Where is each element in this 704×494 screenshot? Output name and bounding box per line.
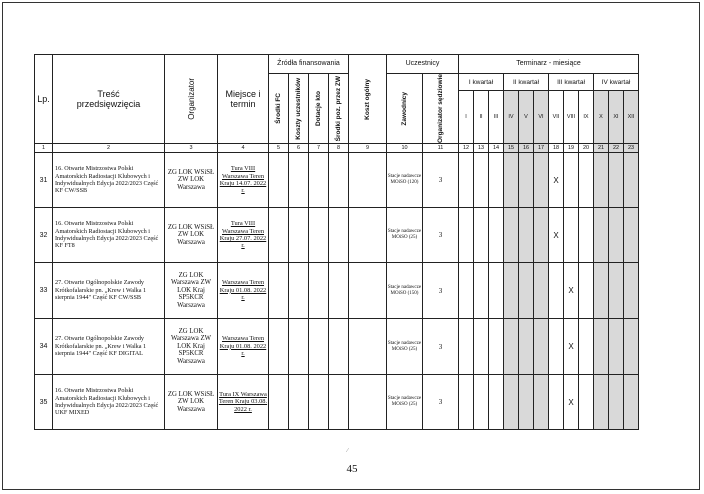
month-cell-xi [609, 319, 624, 375]
month-cell-iii [489, 208, 504, 263]
month-cell-iv [504, 375, 519, 430]
month-cell-v [519, 319, 534, 375]
month-cell-iii [489, 153, 504, 208]
funding-zw [329, 208, 349, 263]
place-and-date: Warszawa Teren Kraju 01.08. 2022 r. [218, 263, 269, 319]
month-cell-vi [534, 263, 549, 319]
month-cell-iv [504, 263, 519, 319]
header-organizator: Organizator [165, 55, 218, 144]
funding-fc [269, 375, 289, 430]
total-cost [349, 263, 387, 319]
month-cell-ix [579, 263, 594, 319]
header-lp: Lp. [35, 55, 53, 144]
month-mark: X [564, 263, 579, 319]
month-cell-ii [474, 319, 489, 375]
month-cell-vii [549, 375, 564, 430]
month-mark: X [549, 153, 564, 208]
table-row [35, 319, 639, 375]
header-month-i: I [459, 91, 474, 144]
funding-grants [309, 319, 329, 375]
month-cell-v [519, 263, 534, 319]
column-number: 14 [489, 144, 504, 153]
total-cost [349, 208, 387, 263]
month-cell-x [594, 208, 609, 263]
month-cell-vii [549, 263, 564, 319]
month-cell-iii [489, 319, 504, 375]
month-cell-i [459, 375, 474, 430]
header-month-iv: IV [504, 91, 519, 144]
table-row [35, 375, 639, 430]
header-month-iii: III [489, 91, 504, 144]
participants-competitors: Stacje nadawcze MOiSO (25) [387, 375, 423, 430]
month-cell-x [594, 319, 609, 375]
month-cell-i [459, 263, 474, 319]
funding-participants [289, 153, 309, 208]
column-number: 10 [387, 144, 423, 153]
participants-judges: 3 [423, 319, 459, 375]
column-number: 6 [289, 144, 309, 153]
header-srodki-poz: Środki poz. przez ZW [329, 74, 349, 144]
header-month-viii: VIII [564, 91, 579, 144]
funding-zw [329, 319, 349, 375]
organizer: ZG LOK Warszawa ZW LOK Kraj SP5KCR Warszawa [165, 319, 218, 375]
month-cell-ix [579, 153, 594, 208]
table-row [35, 153, 639, 208]
funding-participants [289, 375, 309, 430]
column-number: 7 [309, 144, 329, 153]
column-number: 16 [519, 144, 534, 153]
funding-zw [329, 263, 349, 319]
column-number: 1 [35, 144, 53, 153]
month-cell-xi [609, 375, 624, 430]
column-number: 2 [53, 144, 165, 153]
month-mark: X [564, 319, 579, 375]
funding-grants [309, 263, 329, 319]
place-and-date: Tura IX Warszawa Teren Kraju 03.08. 2022 r. [218, 375, 269, 430]
schedule-table [34, 54, 639, 430]
participants-judges: 3 [423, 263, 459, 319]
column-number: 17 [534, 144, 549, 153]
funding-fc [269, 319, 289, 375]
column-number: 4 [218, 144, 269, 153]
row-number: 35 [35, 375, 53, 430]
stray-mark: ⁄ [347, 448, 349, 454]
header-month-vii: VII [549, 91, 564, 144]
total-cost [349, 375, 387, 430]
header-quarter-2: II kwartał [504, 74, 549, 91]
month-cell-vi [534, 153, 549, 208]
participants-judges: 3 [423, 375, 459, 430]
month-cell-ii [474, 208, 489, 263]
table-row [35, 208, 639, 263]
organizer: ZG LOK WSiSŁ ZW LOK Warszawa [165, 208, 218, 263]
header-month-xi: XI [609, 91, 624, 144]
total-cost [349, 153, 387, 208]
header-tresc: Treść przedsięwzięcia [53, 55, 165, 144]
header-zrodla: Źródła finansowania [269, 55, 349, 74]
column-number: 8 [329, 144, 349, 153]
column-number: 21 [594, 144, 609, 153]
month-cell-ix [579, 208, 594, 263]
organizer: ZG LOK WSiSŁ ZW LOK Warszawa [165, 153, 218, 208]
month-cell-xi [609, 208, 624, 263]
place-and-date: Tura VIII Warszawa Teren Kraju 14.07. 2022 r. [218, 153, 269, 208]
month-cell-ii [474, 153, 489, 208]
header-month-ix: IX [579, 91, 594, 144]
header-koszty-uczestnikow: Koszty uczestników [289, 74, 309, 144]
month-cell-xii [624, 375, 639, 430]
organizer: ZG LOK WSiSŁ ZW LOK Warszawa [165, 375, 218, 430]
column-number: 18 [549, 144, 564, 153]
participants-competitors: Stacje nadawcze MOiSO (25) [387, 208, 423, 263]
month-cell-ii [474, 375, 489, 430]
month-cell-v [519, 208, 534, 263]
column-number: 12 [459, 144, 474, 153]
header-organizator-sedziowie: Organizator sędziowie [423, 74, 459, 144]
column-number: 3 [165, 144, 218, 153]
month-cell-x [594, 263, 609, 319]
funding-grants [309, 375, 329, 430]
column-number: 15 [504, 144, 519, 153]
funding-participants [289, 319, 309, 375]
header-koszt-ogolny: Koszt ogólny [349, 55, 387, 144]
month-cell-i [459, 208, 474, 263]
month-cell-ix [579, 375, 594, 430]
header-uczestnicy: Uczestnicy [387, 55, 459, 74]
month-cell-xii [624, 153, 639, 208]
funding-zw [329, 375, 349, 430]
funding-participants [289, 263, 309, 319]
month-cell-vi [534, 375, 549, 430]
funding-zw [329, 153, 349, 208]
place-and-date: Warszawa Teren Kraju 01.08. 2022 r. [218, 319, 269, 375]
row-number: 32 [35, 208, 53, 263]
column-number: 5 [269, 144, 289, 153]
month-cell-vii [549, 319, 564, 375]
column-number: 20 [579, 144, 594, 153]
participants-judges: 3 [423, 153, 459, 208]
month-cell-xii [624, 263, 639, 319]
column-number: 9 [349, 144, 387, 153]
funding-fc [269, 153, 289, 208]
participants-competitors: Stacje nadawcze MOiSO (150) [387, 263, 423, 319]
header-quarter-4: IV kwartał [594, 74, 639, 91]
header-month-vi: VI [534, 91, 549, 144]
header-miejsce: Miejsce i termin [218, 55, 269, 144]
month-mark: X [564, 375, 579, 430]
organizer: ZG LOK Warszawa ZW LOK Kraj SP5KCR Warszawa [165, 263, 218, 319]
event-description: 16. Otwarte Mistrzostwa Polski Amatorskich Radiostacji Klubowych i Indywidualnych Edycja 2022/2023 Część UKF MIXED [53, 375, 165, 430]
event-description: 16. Otwarte Mistrzostwa Polski Amatorskich Radiostacji Klubowych i Indywidualnych Edycja 2022/2023 Część KF CW/SSB [53, 153, 165, 208]
month-cell-xi [609, 263, 624, 319]
funding-fc [269, 263, 289, 319]
month-cell-xii [624, 208, 639, 263]
event-description: 27. Otwarte Ogólnopolskie Zawody Krótkofalarskie pn. „Krew i Walka 1 sierpnia 1944" Część KF DIGITAL [53, 319, 165, 375]
month-cell-x [594, 153, 609, 208]
funding-participants [289, 208, 309, 263]
funding-grants [309, 208, 329, 263]
column-number: 23 [624, 144, 639, 153]
place-and-date: Tura VIII Warszawa Teren Kraju 27.07. 2022 r. [218, 208, 269, 263]
month-mark: X [549, 208, 564, 263]
month-cell-v [519, 375, 534, 430]
month-cell-vi [534, 319, 549, 375]
month-cell-viii [564, 153, 579, 208]
month-cell-iv [504, 208, 519, 263]
participants-competitors: Stacje nadawcze MOiSO (25) [387, 319, 423, 375]
row-number: 33 [35, 263, 53, 319]
month-cell-v [519, 153, 534, 208]
header-quarter-3: III kwartał [549, 74, 594, 91]
header-month-v: V [519, 91, 534, 144]
participants-judges: 3 [423, 208, 459, 263]
row-number: 34 [35, 319, 53, 375]
header-dotacje: Dotacje kto [309, 74, 329, 144]
column-number: 13 [474, 144, 489, 153]
month-cell-xii [624, 319, 639, 375]
funding-grants [309, 153, 329, 208]
month-cell-i [459, 153, 474, 208]
funding-fc [269, 208, 289, 263]
event-description: 16. Otwarte Mistrzostwa Polski Amatorskich Radiostacji Klubowych i Indywidualnych Edycja 2022/2023 Część KF FT8 [53, 208, 165, 263]
column-number: 19 [564, 144, 579, 153]
header-quarter-1: I kwartał [459, 74, 504, 91]
header-month-ii: II [474, 91, 489, 144]
total-cost [349, 319, 387, 375]
month-cell-i [459, 319, 474, 375]
month-cell-x [594, 375, 609, 430]
month-cell-iii [489, 375, 504, 430]
row-number: 31 [35, 153, 53, 208]
month-cell-vi [534, 208, 549, 263]
header-srodki-fc: Środki FC [269, 74, 289, 144]
page-number: 45 [346, 463, 358, 475]
header-terminarz: Terminarz - miesiące [459, 55, 639, 74]
header-month-x: X [594, 91, 609, 144]
participants-competitors: Stacje nadawcze MOiSO (120) [387, 153, 423, 208]
month-cell-xi [609, 153, 624, 208]
event-description: 27. Otwarte Ogólnopolskie Zawody Krótkofalarskie pn. „Krew i Walka 1 sierpnia 1944" Część KF CW/SSB [53, 263, 165, 319]
column-number: 11 [423, 144, 459, 153]
month-cell-iii [489, 263, 504, 319]
month-cell-iv [504, 153, 519, 208]
month-cell-iv [504, 319, 519, 375]
month-cell-viii [564, 208, 579, 263]
month-cell-ix [579, 319, 594, 375]
column-number: 22 [609, 144, 624, 153]
header-zawodnicy: Zawodnicy [387, 74, 423, 144]
header-month-xii: XII [624, 91, 639, 144]
table-row [35, 263, 639, 319]
month-cell-ii [474, 263, 489, 319]
